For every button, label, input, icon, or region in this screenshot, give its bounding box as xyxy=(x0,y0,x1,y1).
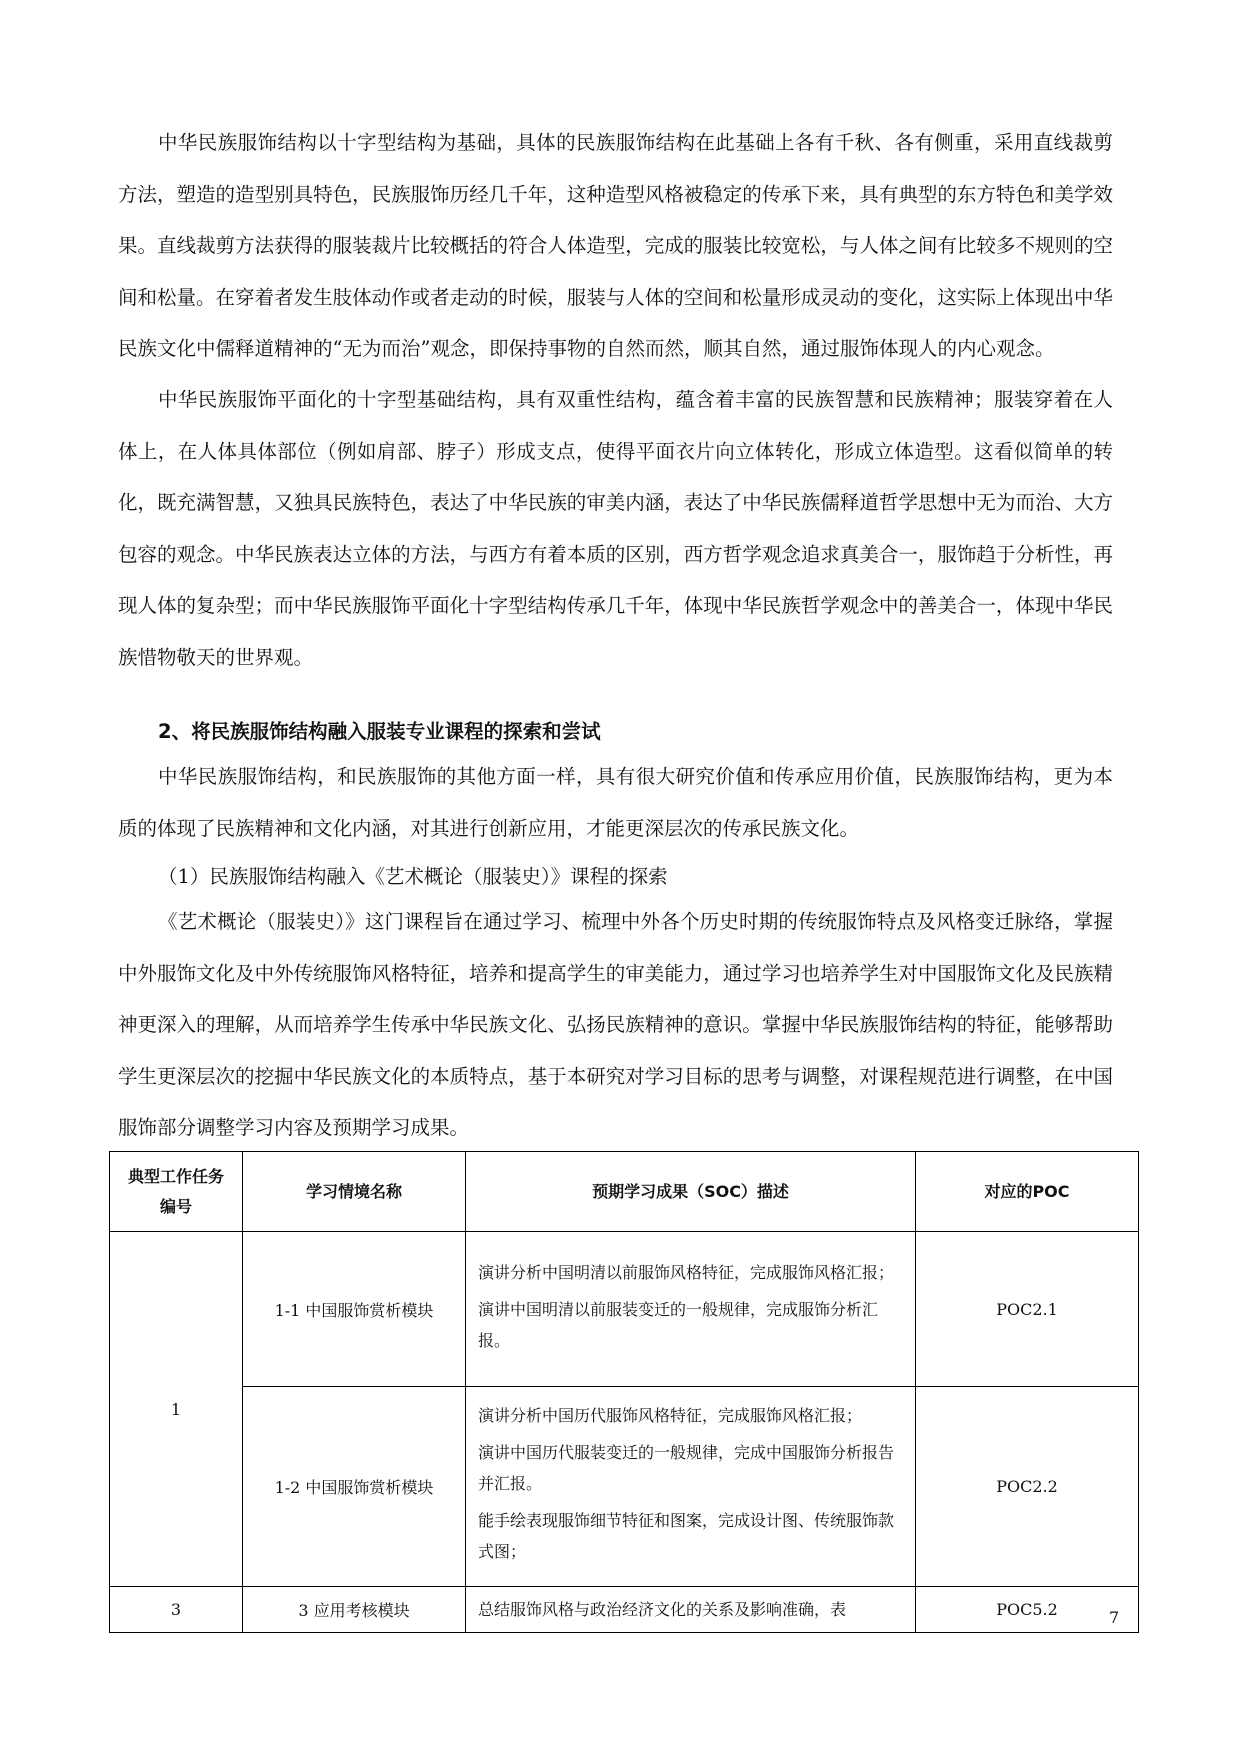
soc-cell xyxy=(466,1232,916,1387)
subsection-heading: （1）民族服饰结构融入《艺术概论（服装史）》课程的探索 xyxy=(158,865,668,888)
paragraph-1: 中华民族服饰结构以十字型结构为基础，具体的民族服饰结构在此基础上各有千秋、各有侧重，采用直线裁剪方法，塑造的造型别具特色，民族服饰历经几千年，这种造型风格被稳定的传承下来，具有典型的东方特色和美学效果。直线裁剪方法获得的服装裁片比较概括的符合人体造型，完成的服装比较宽松，与人体之间有比较多不规则的空间和松量。在穿着者发生肢体动作或者走动的时候，服装与人体的空间和松量形成灵动的变化，这实际上体现出中华民族文化中儒释道精神的“无为而治”观念，即保持事物的自然而然，顺其自然，通过服饰体现人的内心观念。 xyxy=(118,131,1113,360)
soc-item: 演讲中国明清以前服装变迁的一般规律，完成服饰分析汇报。 xyxy=(478,1299,879,1350)
task-number-cell: 3 xyxy=(110,1587,243,1633)
header-poc: 对应的POC xyxy=(916,1152,1139,1232)
soc-item: 能手绘表现服饰细节特征和图案，完成设计图、传统服饰款式图； xyxy=(478,1511,895,1561)
situation-cell: 1-1 中国服饰赏析模块 xyxy=(243,1232,466,1387)
task-number-cell: 1 xyxy=(110,1232,243,1587)
header-task-number: 典型工作任务编号 xyxy=(110,1152,243,1232)
poc-cell: POC2.1 xyxy=(916,1232,1139,1387)
paragraph-4: 《艺术概论（服装史）》这门课程旨在通过学习、梳理中外各个历史时期的传统服饰特点及风格变迁脉络，掌握中外服饰文化及中外传统服饰风格特征，培养和提高学生的审美能力，通过学习也培养学生对中国服饰文化及民族精神更深入的理解，从而培养学生传承中华民族文化、弘扬民族精神的意识。掌握中华民族服饰结构的特征，能够帮助学生更深层次的挖掘中华民族文化的本质特点，基于本研究对学习目标的思考与调整，对课程规范进行调整，在中国服饰部分调整学习内容及预期学习成果。 xyxy=(118,910,1113,1139)
soc-cell xyxy=(466,1587,916,1633)
section-heading: 2、将民族服饰结构融入服装专业课程的探索和尝试 xyxy=(158,720,601,743)
soc-item: 总结服饰风格与政治经济文化的关系及影响准确，表 xyxy=(478,1600,847,1619)
poc-cell: POC5.2 xyxy=(916,1587,1139,1633)
soc-item: 演讲分析中国历代服饰风格特征，完成服饰风格汇报； xyxy=(478,1406,863,1425)
page-number: 7 xyxy=(1109,1608,1120,1627)
table-header-row xyxy=(110,1152,1139,1232)
poc-cell: POC2.2 xyxy=(916,1387,1139,1587)
header-soc-description: 预期学习成果（SOC）描述 xyxy=(466,1152,916,1232)
table-row xyxy=(110,1587,1139,1633)
paragraph-3: 中华民族服饰结构，和民族服饰的其他方面一样，具有很大研究价值和传承应用价值，民族服饰结构，更为本质的体现了民族精神和文化内涵，对其进行创新应用，才能更深层次的传承民族文化。 xyxy=(118,765,1113,840)
header-situation-name: 学习情境名称 xyxy=(243,1152,466,1232)
soc-item: 演讲分析中国明清以前服饰风格特征，完成服饰风格汇报； xyxy=(478,1262,895,1282)
table-row xyxy=(110,1232,1139,1387)
paragraph-2: 中华民族服饰平面化的十字型基础结构，具有双重性结构，蕴含着丰富的民族智慧和民族精神；服装穿着在人体上，在人体具体部位（例如肩部、脖子）形成支点，使得平面衣片向立体转化，形成立体造型。这看似简单的转化，既充满智慧，又独具民族特色，表达了中华民族的审美内涵，表达了中华民族儒释道哲学思想中无为而治、大方包容的观念。中华民族表达立体的方法，与西方有着本质的区别，西方哲学观念追求真美合一，服饰趋于分析性，再现人体的复杂型；而中华民族服饰平面化十字型结构传承几千年，体现中华民族哲学观念中的善美合一，体现中华民族惜物敬天的世界观。 xyxy=(118,388,1113,669)
learning-outcomes-table xyxy=(109,1151,1139,1633)
soc-item: 演讲中国历代服装变迁的一般规律，完成中国服饰分析报告并汇报。 xyxy=(478,1443,895,1493)
situation-cell: 3 应用考核模块 xyxy=(243,1587,466,1633)
table-row xyxy=(110,1387,1139,1587)
soc-cell xyxy=(466,1387,916,1587)
situation-cell: 1-2 中国服饰赏析模块 xyxy=(243,1387,466,1587)
